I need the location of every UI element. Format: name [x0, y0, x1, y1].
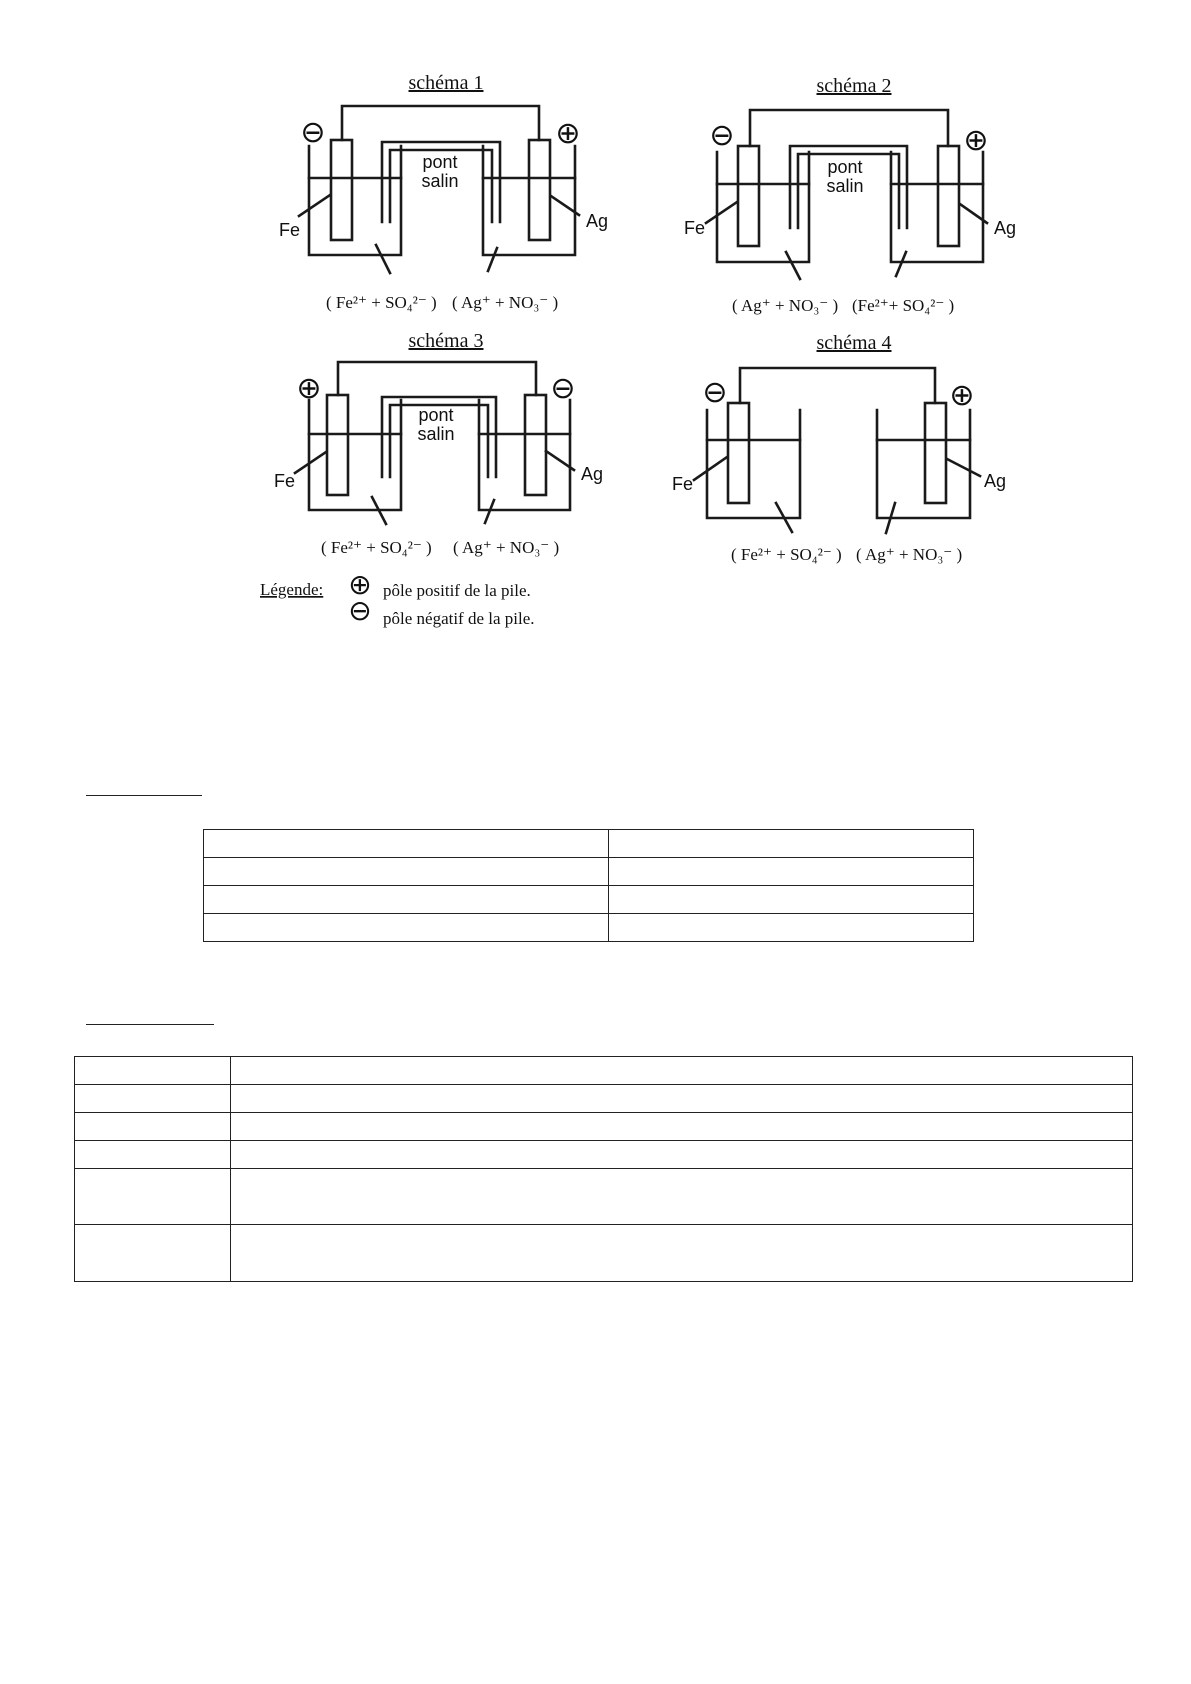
schema-2-left-pole: ⊖ [709, 119, 735, 152]
schema-2-title: schéma 2 [816, 75, 892, 97]
schema-3-right-pole: ⊖ [550, 372, 576, 405]
schema-2-wire [750, 110, 948, 146]
section-2-heading-underline [86, 1024, 214, 1025]
schema-2-left-solution: ( Ag⁺ + NO₃⁻ ) [732, 296, 839, 315]
table-row [204, 858, 974, 886]
table-row [75, 1225, 1133, 1282]
table-cell[interactable] [609, 830, 974, 858]
table-cell[interactable] [609, 886, 974, 914]
table-1 [203, 829, 974, 942]
schema-1-left-metal: Fe [279, 220, 301, 240]
table-row [75, 1057, 1133, 1085]
schema-4-left-beaker [707, 410, 800, 518]
section-1-heading-underline [86, 795, 202, 796]
table-row [75, 1085, 1133, 1113]
schema-3 [274, 330, 603, 557]
table-cell[interactable] [609, 914, 974, 942]
table-cell[interactable] [231, 1113, 1133, 1141]
table-cell[interactable] [231, 1169, 1133, 1225]
legend-negative-symbol: ⊖ [348, 595, 372, 626]
table-cell[interactable] [231, 1085, 1133, 1113]
schema-3-left-solution: ( Fe²⁺ + SO₄²⁻ ) [321, 538, 432, 557]
schema-3-left-electrode [327, 395, 348, 495]
schema-3-left-pole: ⊕ [296, 372, 322, 405]
schema-1-right-electrode [529, 140, 550, 240]
schema-4-left-pole: ⊖ [702, 376, 728, 409]
schema-2-left-metal: Fe [684, 218, 706, 238]
table-row [75, 1141, 1133, 1169]
schema-2-left-electrode [738, 146, 759, 246]
legend-negative-text: pôle négatif de la pile. [383, 609, 535, 628]
legend-positive-symbol: ⊕ [348, 569, 372, 600]
table-cell[interactable] [75, 1113, 231, 1141]
schema-3-bridge-label-1: pont [418, 405, 454, 425]
electrochemical-cells-figure [0, 0, 1191, 660]
schema-2-right-solution: (Fe²⁺+ SO₄²⁻ ) [852, 296, 955, 315]
schema-1-right-metal: Ag [586, 211, 609, 231]
table-cell[interactable] [75, 1225, 231, 1282]
table-cell[interactable] [609, 858, 974, 886]
schema-2-bridge-label-1: pont [827, 157, 863, 177]
schema-2 [684, 75, 1016, 315]
schema-4-left-metal: Fe [672, 474, 694, 494]
table-cell[interactable] [231, 1225, 1133, 1282]
schema-1-left-electrode [331, 140, 352, 240]
legend-label: Légende: [260, 580, 324, 599]
schema-1 [279, 72, 608, 312]
table-row [204, 830, 974, 858]
schema-2-right-electrode [938, 146, 959, 246]
table-cell[interactable] [75, 1057, 231, 1085]
schema-1-bridge-label-2: salin [421, 171, 459, 191]
schema-4-right-electrode [925, 403, 946, 503]
schema-3-bridge-label-2: salin [417, 424, 455, 444]
schema-4-title: schéma 4 [816, 332, 892, 354]
schema-3-left-metal: Fe [274, 471, 296, 491]
table-cell[interactable] [231, 1057, 1133, 1085]
schema-2-bridge-label-2: salin [826, 176, 864, 196]
table-2 [74, 1056, 1133, 1282]
schema-4-left-solution: ( Fe²⁺ + SO₄²⁻ ) [731, 545, 842, 564]
schema-1-left-pole: ⊖ [300, 116, 326, 149]
schema-1-title: schéma 1 [408, 72, 484, 94]
schema-3-title: schéma 3 [408, 330, 484, 352]
schema-1-wire [342, 106, 539, 140]
table-cell[interactable] [75, 1141, 231, 1169]
schema-4-wire [740, 368, 935, 403]
table-cell[interactable] [75, 1085, 231, 1113]
table-cell[interactable] [231, 1141, 1133, 1169]
schema-4-right-metal: Ag [984, 471, 1007, 491]
schema-3-right-electrode [525, 395, 546, 495]
table-row [204, 914, 974, 942]
table-cell[interactable] [75, 1169, 231, 1225]
schema-1-bridge-label-1: pont [422, 152, 458, 172]
schema-2-right-pole: ⊕ [963, 124, 989, 157]
table-cell[interactable] [204, 830, 609, 858]
table-row [204, 886, 974, 914]
schema-2-right-metal: Ag [994, 218, 1017, 238]
schema-1-left-solution: ( Fe²⁺ + SO₄²⁻ ) [326, 293, 437, 312]
schema-4-left-electrode [728, 403, 749, 503]
table-row [75, 1113, 1133, 1141]
schema-3-right-solution: ( Ag⁺ + NO₃⁻ ) [453, 538, 560, 557]
table-cell[interactable] [204, 886, 609, 914]
schema-3-wire [338, 362, 536, 395]
table-row [75, 1169, 1133, 1225]
table-cell[interactable] [204, 858, 609, 886]
schema-1-right-solution: ( Ag⁺ + NO₃⁻ ) [452, 293, 559, 312]
schema-4-right-pole: ⊕ [949, 379, 975, 412]
schema-4-right-solution: ( Ag⁺ + NO₃⁻ ) [856, 545, 963, 564]
schema-1-right-pole: ⊕ [555, 117, 581, 150]
table-cell[interactable] [204, 914, 609, 942]
schema-4 [672, 332, 1006, 564]
legend [260, 569, 535, 628]
legend-positive-text: pôle positif de la pile. [383, 581, 531, 600]
schema-3-right-metal: Ag [581, 464, 604, 484]
